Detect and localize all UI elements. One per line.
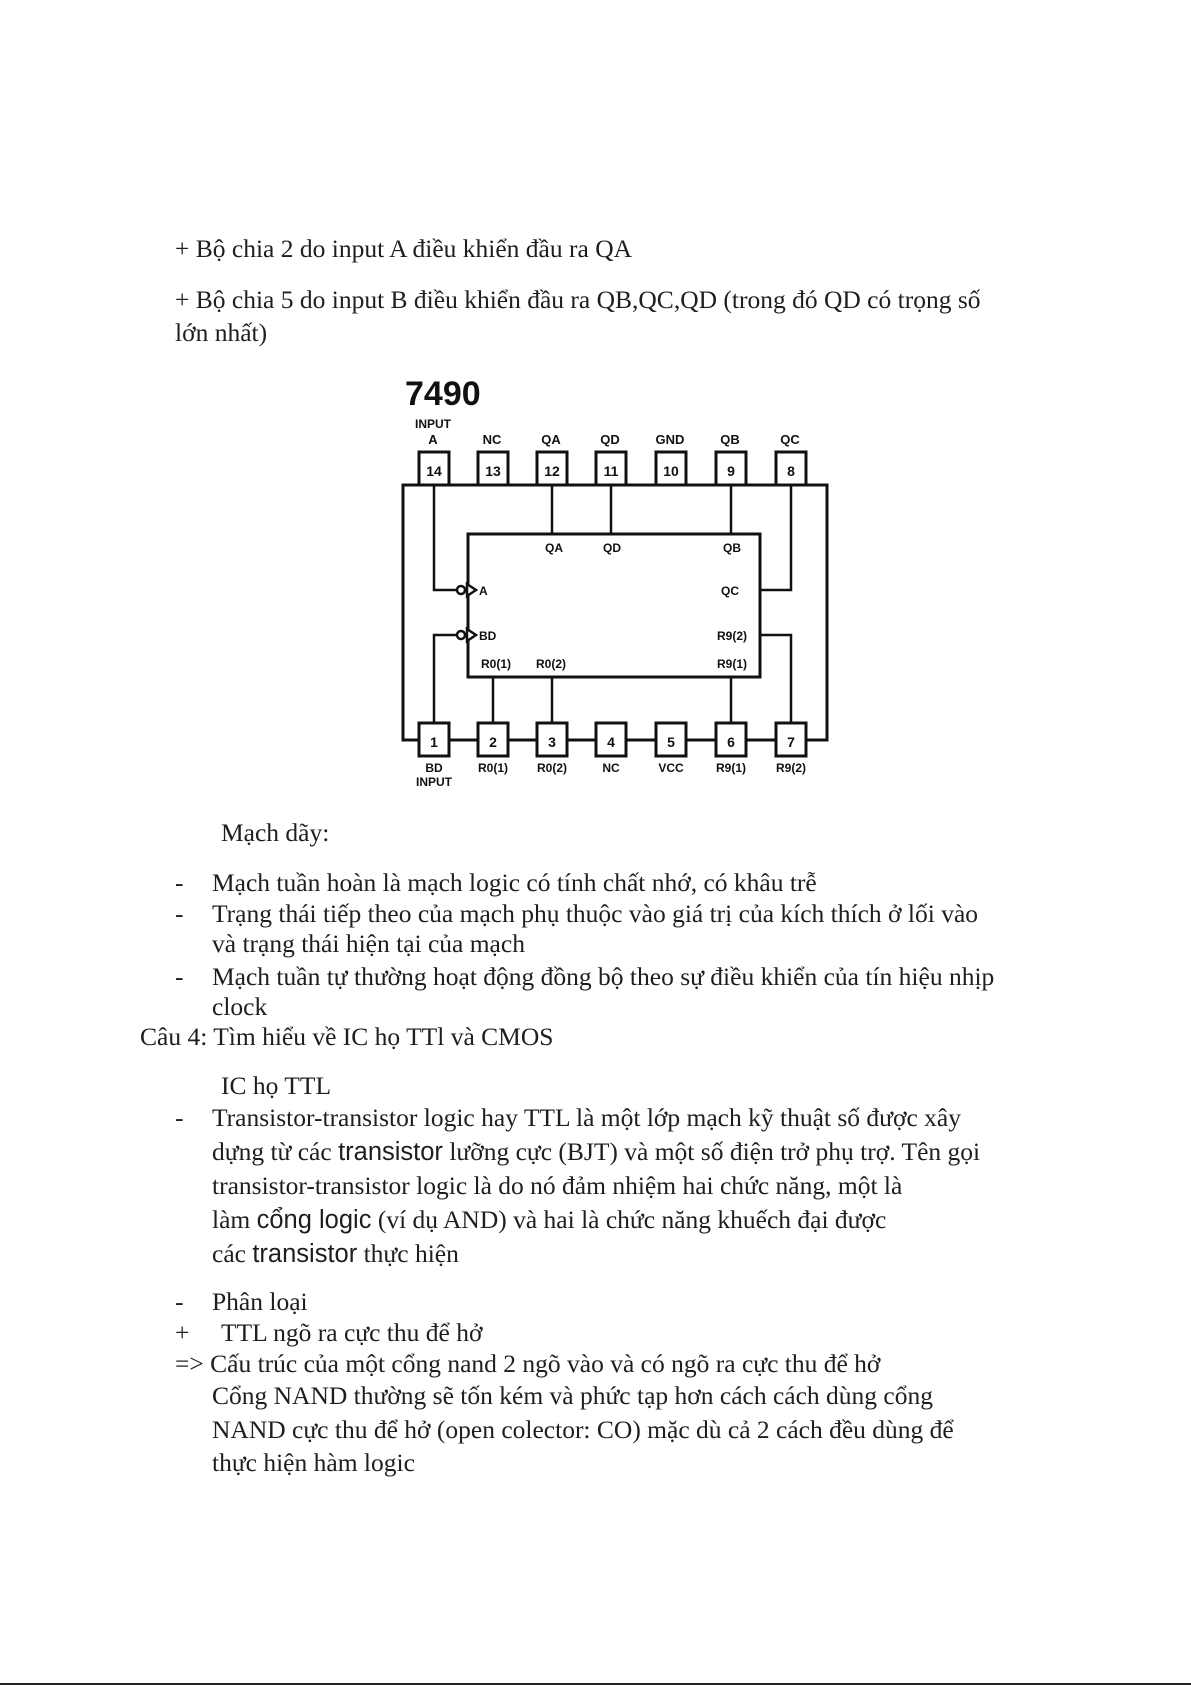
top-pin-label: QC bbox=[780, 432, 800, 447]
inner-label-qb: QB bbox=[723, 541, 741, 555]
top-pin-number: 12 bbox=[544, 463, 560, 479]
top-pin-number: 14 bbox=[426, 463, 442, 479]
top-pin-number: 10 bbox=[663, 463, 679, 479]
inner-label-a: A bbox=[479, 584, 488, 598]
bottom-pin-label: R9(1) bbox=[715, 761, 747, 775]
inner-logic-block bbox=[468, 534, 760, 677]
arrow-line: => Cấu trúc của một cổng nand 2 ngõ vào và có ngõ ra cực thu để hở bbox=[175, 1349, 881, 1378]
intro-line-1: + Bộ chia 2 do input A điều khiển đầu ra QA bbox=[175, 234, 633, 263]
ttl-open-collector: TTL ngõ ra cực thu để hở bbox=[221, 1318, 483, 1347]
top-pin-number: 11 bbox=[603, 463, 619, 479]
bottom-pin-number: 5 bbox=[667, 734, 675, 750]
inner-label-r02: R0(2) bbox=[536, 657, 567, 671]
top-pin-number: 13 bbox=[485, 463, 501, 479]
top-pin-label: QB bbox=[720, 432, 740, 447]
inner-label-qc: QC bbox=[721, 584, 739, 598]
mach-day-item: Trạng thái tiếp theo của mạch phụ thuộc vào giá trị của kích thích ở lối vào bbox=[212, 899, 979, 928]
dash-marker: - bbox=[175, 899, 184, 928]
bottom-pin-label: R0(1) bbox=[477, 761, 509, 775]
top-pin-label: QA bbox=[541, 432, 561, 447]
intro-line-2: + Bộ chia 5 do input B điều khiển đầu ra QB,QC,QD (trong đó QD có trọng số bbox=[175, 285, 981, 314]
mach-day-item: Mạch tuần hoàn là mạch logic có tính chất nhớ, có khâu trễ bbox=[212, 868, 817, 897]
dash-marker: - bbox=[175, 962, 184, 991]
plus-marker: + bbox=[175, 1318, 190, 1347]
ttl-para-line: Transistor-transistor logic hay TTL là một lớp mạch kỹ thuật số được xây bbox=[212, 1103, 961, 1132]
top-pin-label: QD bbox=[600, 432, 620, 447]
inner-label-qa: QA bbox=[545, 541, 563, 555]
diagram-title: 7490 bbox=[405, 375, 481, 413]
cau4-heading: Câu 4: Tìm hiểu về IC họ TTl và CMOS bbox=[140, 1022, 554, 1051]
bottom-pin-label: BD bbox=[425, 761, 443, 775]
transistor-link[interactable]: transistor bbox=[252, 1240, 358, 1268]
logic-gate-link[interactable]: cổng logic bbox=[256, 1206, 372, 1234]
top-pin-number: 8 bbox=[787, 463, 795, 479]
ic-7490-pinout-diagram bbox=[395, 370, 840, 800]
ttl-para-line: dựng từ các transistor lưỡng cực (BJT) và một số điện trở phụ trợ. Tên gọi bbox=[212, 1137, 981, 1166]
bottom-pin-label: VCC bbox=[658, 761, 684, 775]
bottom-pin-number: 6 bbox=[727, 734, 735, 750]
bottom-pin-label: R0(2) bbox=[536, 761, 568, 775]
ic-ttl-heading: IC họ TTL bbox=[221, 1071, 332, 1100]
bottom-input-label: INPUT bbox=[416, 775, 452, 789]
inner-label-qd: QD bbox=[603, 541, 621, 555]
top-pin-label: A bbox=[428, 432, 438, 447]
transistor-link[interactable]: transistor bbox=[338, 1138, 443, 1166]
top-pin-label: NC bbox=[482, 432, 502, 447]
dash-marker: - bbox=[175, 1287, 184, 1316]
dash-marker: - bbox=[175, 868, 184, 897]
bottom-pin-label: R9(2) bbox=[775, 761, 807, 775]
top-input-label: INPUT bbox=[415, 417, 451, 431]
inner-label-bd: BD bbox=[479, 629, 497, 643]
top-pin-number: 9 bbox=[727, 463, 735, 479]
tail-line: thực hiện hàm logic bbox=[212, 1448, 415, 1477]
bottom-pin-number: 1 bbox=[430, 734, 438, 750]
mach-day-item: clock bbox=[212, 992, 268, 1021]
mach-day-item: Mạch tuần tự thường hoạt động đồng bộ theo sự điều khiển của tín hiệu nhịp bbox=[212, 962, 995, 991]
inner-label-r91: R9(1) bbox=[717, 657, 748, 671]
intro-line-2-cont: lớn nhất) bbox=[175, 318, 268, 347]
bottom-pin-number: 7 bbox=[787, 734, 795, 750]
dash-marker: - bbox=[175, 1103, 184, 1132]
bottom-pin-label: NC bbox=[602, 761, 620, 775]
ttl-para-line: làm cổng logic (ví dụ AND) và hai là chức năng khuếch đại được bbox=[212, 1205, 887, 1234]
tail-line: Cổng NAND thường sẽ tốn kém và phức tạp hơn cách cách dùng cổng bbox=[212, 1381, 933, 1410]
ttl-para-line: các transistor thực hiện bbox=[212, 1239, 459, 1268]
bottom-pin-number: 3 bbox=[548, 734, 556, 750]
phan-loai: Phân loại bbox=[212, 1287, 308, 1316]
mach-day-heading: Mạch dãy: bbox=[221, 818, 330, 847]
bottom-pin-number: 4 bbox=[607, 734, 615, 750]
inner-label-r01: R0(1) bbox=[481, 657, 512, 671]
ttl-para-line: transistor-transistor logic là do nó đảm nhiệm hai chức năng, một là bbox=[212, 1171, 903, 1200]
top-pin-label: GND bbox=[655, 432, 685, 447]
bottom-pin-number: 2 bbox=[489, 734, 497, 750]
mach-day-item: và trạng thái hiện tại của mạch bbox=[212, 929, 525, 958]
tail-line: NAND cực thu để hở (open colector: CO) mặc dù cả 2 cách đều dùng để bbox=[212, 1415, 954, 1444]
inner-label-r92: R9(2) bbox=[717, 629, 748, 643]
